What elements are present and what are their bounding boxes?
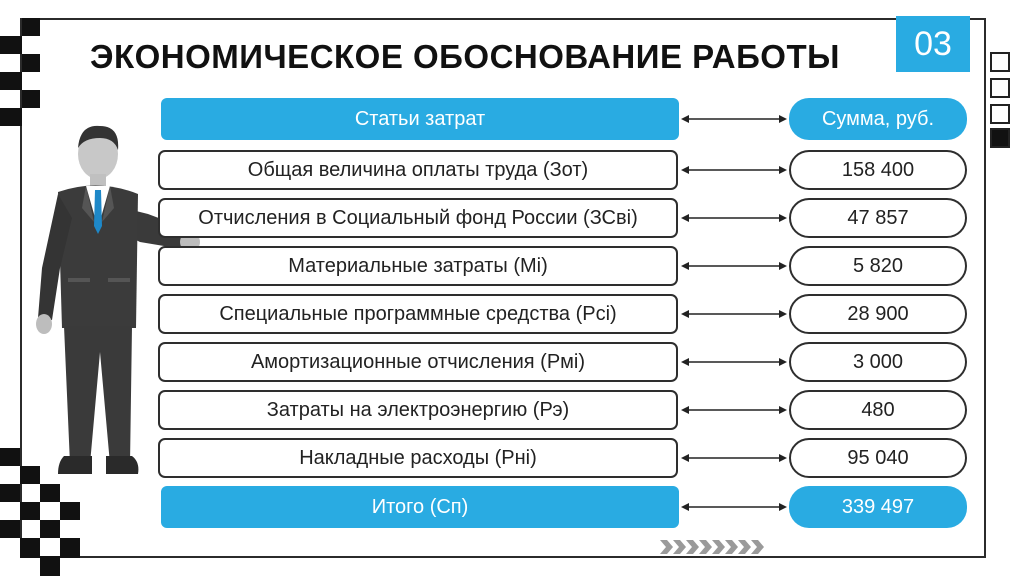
row-label-7: Накладные расходы (Рні) bbox=[158, 438, 678, 478]
row-label-4: Специальные программные средства (Рсі) bbox=[158, 294, 678, 334]
row-value-7: 95 040 bbox=[789, 438, 967, 478]
nav-square-1[interactable] bbox=[990, 52, 1010, 72]
nav-square-2[interactable] bbox=[990, 78, 1010, 98]
row-value-1: 158 400 bbox=[789, 150, 967, 190]
table-header-label: Статьи затрат bbox=[161, 98, 679, 140]
chevron-shape bbox=[699, 540, 712, 554]
row-label-2: Отчисления в Социальный фонд России (ЗСві) bbox=[158, 198, 678, 238]
row-value-4: 28 900 bbox=[789, 294, 967, 334]
chevron-shape bbox=[725, 540, 738, 554]
row-value-2: 47 857 bbox=[789, 198, 967, 238]
nav-square-4-active[interactable] bbox=[990, 128, 1010, 148]
row-value-3: 5 820 bbox=[789, 246, 967, 286]
double-arrow-icon bbox=[681, 405, 787, 415]
total-label: Итого (Сп) bbox=[161, 486, 679, 528]
page-title: ЭКОНОМИЧЕСКОЕ ОБОСНОВАНИЕ РАБОТЫ bbox=[90, 38, 840, 75]
chevron-decor-icon bbox=[660, 540, 772, 554]
double-arrow-icon bbox=[681, 114, 787, 124]
double-arrow-icon bbox=[681, 165, 787, 175]
double-arrow-icon bbox=[681, 357, 787, 367]
table-header-value: Сумма, руб. bbox=[789, 98, 967, 140]
row-label-3: Материальные затраты (Мі) bbox=[158, 246, 678, 286]
row-label-5: Амортизационные отчисления (Рмі) bbox=[158, 342, 678, 382]
double-arrow-icon bbox=[681, 502, 787, 512]
slide-number-badge: 03 bbox=[896, 16, 970, 72]
chevron-shape bbox=[686, 540, 699, 554]
double-arrow-icon bbox=[681, 453, 787, 463]
row-label-1: Общая величина оплаты труда (Зот) bbox=[158, 150, 678, 190]
nav-square-3[interactable] bbox=[990, 104, 1010, 124]
chevron-shape bbox=[660, 540, 673, 554]
double-arrow-icon bbox=[681, 261, 787, 271]
double-arrow-icon bbox=[681, 309, 787, 319]
chevron-shape bbox=[738, 540, 751, 554]
double-arrow-icon bbox=[681, 213, 787, 223]
chevron-shape bbox=[712, 540, 725, 554]
total-value: 339 497 bbox=[789, 486, 967, 528]
chevron-shape bbox=[751, 540, 764, 554]
row-value-5: 3 000 bbox=[789, 342, 967, 382]
row-label-6: Затраты на электроэнергию (Рэ) bbox=[158, 390, 678, 430]
chevron-shape bbox=[673, 540, 686, 554]
row-value-6: 480 bbox=[789, 390, 967, 430]
